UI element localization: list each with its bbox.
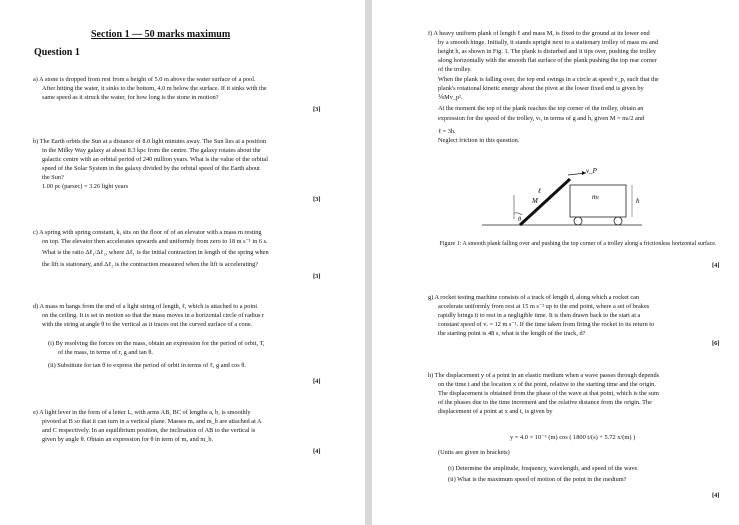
q-c-line: the lift is stationary, and Δℓ₂ is the contraction measured when the lift is accelerating? bbox=[42, 261, 259, 268]
q-b-line: in the Milky Way galaxy at about 8.3 kpc from the centre. The galaxy rotates about the bbox=[42, 147, 261, 154]
q-h-line: The displacement is obtained from the phase of the wave at that point, which is the sum bbox=[438, 390, 659, 397]
q-g-line: constant speed of vᵣ = 12 m s⁻¹. If the time taken from firing the rocket to its return to bbox=[438, 321, 655, 328]
q-f-line: by a smooth hinge. Initially, it stands upright next to a stationary trolley of mass mₜ and bbox=[438, 39, 659, 46]
section-title: Section 1 — 50 marks maximum bbox=[91, 29, 231, 40]
wave-equation: y = 4.0 × 10⁻⁶ (m) cos ( 1800 t/(s) + 5.72 x/(m) ) bbox=[510, 434, 636, 441]
q-a-line: same speed as it struck the water, for how long is the stone in motion? bbox=[42, 94, 219, 101]
q-f-line: ℓ = 3h. bbox=[438, 128, 456, 135]
label-mt: mₜ bbox=[592, 193, 600, 201]
q-h-sub1: (i) Determine the amplitude, frequency, wavelength, and speed of the wave. bbox=[448, 465, 639, 472]
label-vp: v_P bbox=[586, 167, 597, 175]
q-h-line: on the time t and the location x of the point, relative to the starting time and the origin. bbox=[438, 381, 656, 388]
q-a-line: After hitting the water, it sinks to the bottom, 4.0 m below the surface. If it sinks with the bbox=[42, 85, 267, 92]
q-b-line: the Sun? bbox=[42, 174, 64, 181]
q-d-sub2: (ii) Substitute for tan θ to express the period of orbit in terms of ℓ, g and cos θ. bbox=[48, 362, 246, 369]
q-g-marks: [6] bbox=[712, 340, 720, 347]
figure-caption: Figure 1: A smooth plank falling over and pushing the top corner of a trolley along a frictionless horizontal surface. bbox=[439, 241, 717, 247]
q-d-sub1: of the mass, in terms of r, g and tan θ. bbox=[58, 349, 153, 356]
q-d-line: d) A mass m hangs from the end of a light string of length, ℓ, which is attached to a point bbox=[33, 303, 258, 310]
q-d-line: with the string at angle θ to the vertical as it traces out the curved surface of a cone. bbox=[42, 321, 253, 328]
label-mass-M: M bbox=[532, 197, 538, 205]
q-a-line: a) A stone is dropped from rest from a height of 5.0 m above the water surface of a pool. bbox=[33, 76, 256, 83]
q-c-marks: [3] bbox=[313, 273, 321, 280]
q-d-sub1: (i) By resolving the forces on the mass, obtain an expression for the period of orbit, T, bbox=[48, 340, 265, 347]
q-e-line: and C respectively. In an equilibrium position, the inclination of AB to the vertical is bbox=[42, 427, 256, 434]
q-b-line: b) The Earth orbits the Sun at a distance of 8.0 light minutes away. The Sun lies at a position bbox=[33, 138, 267, 145]
angle-arc bbox=[514, 213, 522, 215]
q-d-line: on the ceiling. It is set in motion so that the mass moves in a horizontal circle of radius r bbox=[42, 312, 265, 319]
q-f-line: ⅙Mv_p². bbox=[438, 94, 463, 101]
trolley bbox=[570, 185, 626, 217]
label-h: h bbox=[636, 197, 640, 205]
left-page bbox=[0, 0, 365, 525]
q-f-line: When the plank is falling over, the top end swings in a circle at speed v_p, such that the bbox=[438, 76, 659, 83]
q-f-line: of the trolley. bbox=[438, 66, 472, 73]
q-b-line: speed of the Solar System in the galaxy divided by the orbital speed of the Earth about bbox=[42, 165, 260, 172]
plank bbox=[520, 179, 570, 225]
q-c-line: c) A spring with spring constant, k, sits on the floor of of an elevator with a mass m resting bbox=[33, 229, 262, 236]
q-f-line: At the moment the top of the plank reaches the top corner of the trolley, obtain an bbox=[438, 105, 644, 112]
q-h-sub2: (ii) What is the maximum speed of motion of the point in the medium? bbox=[448, 476, 627, 483]
right-page bbox=[372, 0, 739, 525]
q-g-line: the starting point is 48 s, what is the length of the track, d? bbox=[438, 330, 586, 337]
q-e-line: given by angle θ. Obtain an expression for θ in term of mₐ and m_b. bbox=[42, 436, 214, 443]
q-f-line: f) A heavy uniform plank of length ℓ and mass M, is fixed to the ground at its lower end bbox=[428, 30, 650, 37]
q-f-line: Neglect friction in this question. bbox=[438, 137, 520, 144]
q-h-line: displacement of a point at x and t, is given by bbox=[438, 408, 553, 415]
page-gap bbox=[365, 0, 372, 525]
q-e-marks: [4] bbox=[313, 448, 321, 455]
q-e-line: e) A light lever in the form of a letter L, with arms AB, BC of lengths a, b, is smoothly bbox=[33, 409, 251, 416]
q-f-marks: [4] bbox=[712, 262, 720, 269]
q-g-line: g) A rocket testing machine consists of a track of length d, along which a rocket can bbox=[428, 294, 640, 301]
q-c-line: What is the ratio Δℓ₁/Δℓ₂, where Δℓ₁ is the initial contraction in length of the spring when bbox=[42, 249, 269, 256]
label-l: ℓ bbox=[538, 187, 541, 195]
q-c-line: on top. The elevator then accelerates upwards and uniformly from zero to 18 m s⁻¹ in 6 s. bbox=[42, 238, 268, 245]
q-g-line: accelerate uniformly from rest at 15 m s⁻² up to the end point, where a set of brakes bbox=[438, 303, 650, 310]
q-h-line: of the phases due to the time increment and the relative distance from the origin. The bbox=[438, 399, 652, 406]
q-h-line: h) The displacement y of a point in an elastic medium when a wave passes through depends bbox=[428, 372, 660, 379]
q-h-units-note: (Units are given in brackets) bbox=[438, 449, 510, 456]
q-d-marks: [4] bbox=[313, 378, 321, 385]
q-f-line: plank's rotational kinetic energy about the pivot at the lower fixed end is given by bbox=[438, 85, 644, 92]
trolley-wheel bbox=[614, 217, 622, 225]
q-b-marks: [3] bbox=[313, 196, 321, 203]
q-b-line: 1.00 pc (parsec) = 3.26 light years bbox=[42, 183, 129, 190]
label-theta: θ bbox=[518, 217, 521, 223]
q-b-line: galactic centre with an orbital period of 240 million years. What is the value of the orbital bbox=[42, 156, 268, 163]
q-f-line: expression for the speed of the trolley, vₜ, in terms of g and h, given M = mₜ/2 and bbox=[438, 115, 645, 122]
q-f-line: along horizontally with the smooth flat surface of the plank pushing the top rear corner bbox=[438, 57, 657, 64]
q-f-line: height h, as shown in Fig. 1. The plank is disturbed and it tips over, pushing the trolley bbox=[438, 48, 657, 55]
q-e-line: pivoted at B so that it can turn in a vertical plane. Masses mₐ and m_b are attached at A bbox=[42, 418, 262, 425]
q-h-marks: [4] bbox=[712, 492, 720, 499]
trolley-wheel bbox=[574, 217, 582, 225]
q-a-marks: [3] bbox=[313, 106, 321, 113]
q-g-line: rapidly brings it to rest in a negligible time. It is then drawn back to the start at a bbox=[438, 312, 641, 319]
figure-plank-trolley bbox=[482, 165, 642, 233]
question-title: Question 1 bbox=[34, 47, 80, 58]
